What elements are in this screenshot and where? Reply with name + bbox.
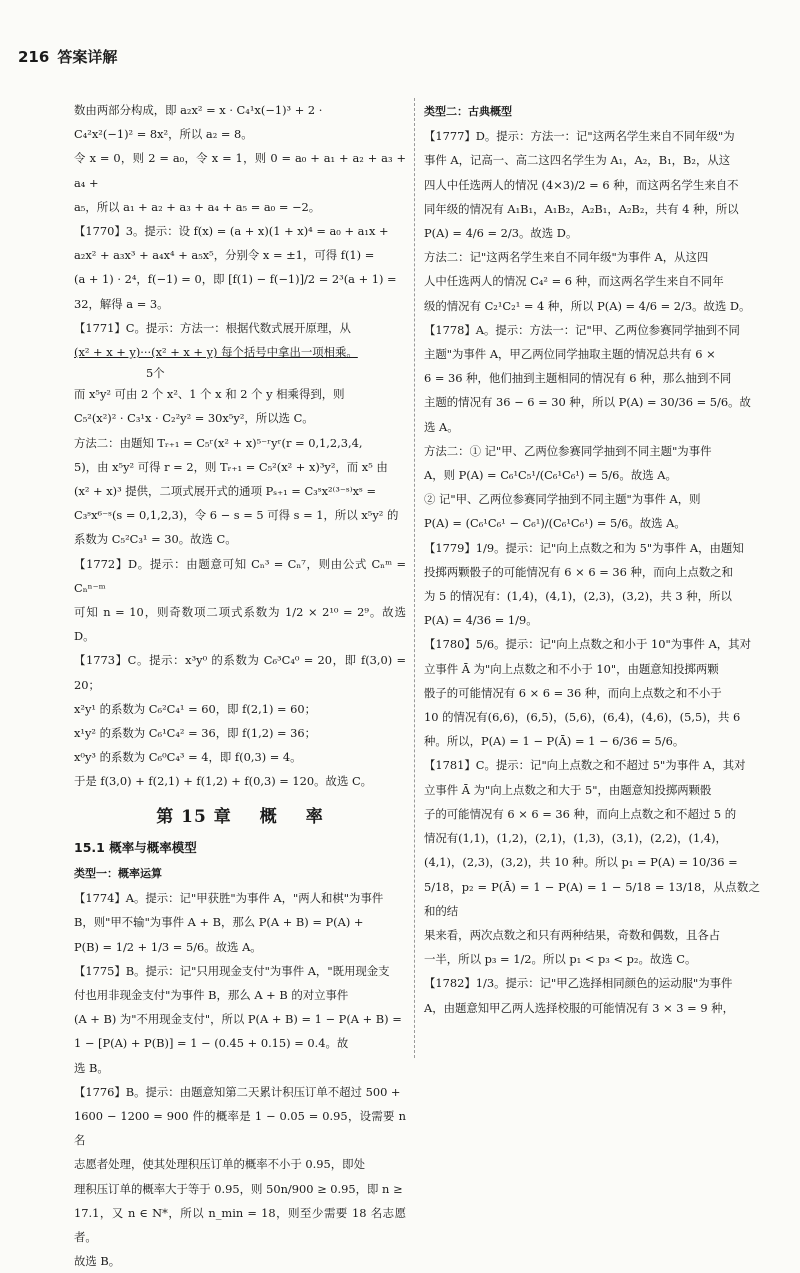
text-line: 立事件 Ā 为"向上点数之和大于 5"，由题意知投掷两颗骰 xyxy=(424,782,712,797)
text-line: 级的情况有 C₂¹C₂¹ = 4 种，所以 P(A) = 4/6 = 2/3。故选 D。 xyxy=(424,298,751,313)
text-line: 主题"为事件 A，甲乙两位同学抽取主题的情况总共有 6 × xyxy=(424,347,716,362)
text-line: 【1781】C。提示：记"向上点数之和不超过 5"为事件 A，其对 xyxy=(424,758,746,773)
text-line: 子的可能情况有 6 × 6 = 36 种，而向上点数之和不超过 5 的 xyxy=(424,806,737,821)
chapter-heading xyxy=(74,802,406,832)
text-line: P(A) = 4/36 = 1/9。 xyxy=(424,613,538,628)
text-line: 主题的情况有 36 − 6 = 30 种，所以 P(A) = 30/36 = 5/6。故 xyxy=(424,395,751,410)
text-line: 可知 n = 10，则奇数项二项式系数为 1/2 × 2¹⁰ = 2⁹。故选 D。 xyxy=(74,605,406,644)
text-line: 系数为 C₅²C₃¹ = 30。故选 C。 xyxy=(74,532,237,547)
text-line: 1 − [P(A) + P(B)] = 1 − (0.45 + 0.15) = 0.4。故 xyxy=(74,1036,349,1051)
text-line: 种。所以，P(A) = 1 − P(Ā) = 1 − 6/36 = 5/6。 xyxy=(424,734,685,749)
text-line: 而 x⁵y² 可由 2 个 x²、1 个 x 和 2 个 y 相乘得到，则 xyxy=(74,387,345,402)
text-line: P(A) = (C₆¹C₆¹ − C₆¹)/(C₆¹C₆¹) = 5/6。故选 A。 xyxy=(424,516,686,531)
text-line: 选 A。 xyxy=(424,419,459,434)
text-line: 同年级的情况有 A₁B₁，A₁B₂，A₂B₁，A₂B₂，共有 4 种，所以 xyxy=(424,201,739,216)
text-line: 6 = 36 种，他们抽到主题相同的情况有 6 种，那么抽到不同 xyxy=(424,371,732,386)
left-column xyxy=(74,98,406,1273)
text-line: 1600 − 1200 = 900 件的概率是 1 − 0.05 = 0.95，设需要 n 名 xyxy=(74,1108,406,1148)
text-line: (a + 1) · 2⁴，f(−1) = 0，即 [f(1) − f(−1)]/2 = 2³(a + 1) = xyxy=(74,272,397,287)
text-line: 事件 A，记高一、高二这四名学生为 A₁，A₂，B₁，B₂，从这 xyxy=(424,153,731,168)
text-line: 【1775】B。提示：记"只用现金支付"为事件 A，"既用现金支 xyxy=(74,963,390,978)
text-line: 令 x = 0，则 2 = a₀，令 x = 1，则 0 = a₀ + a₁ + a₂ + a₃ + a₄ + xyxy=(74,151,406,190)
text-line: a₅，所以 a₁ + a₂ + a₃ + a₄ + a₅ = a₀ = −2。 xyxy=(74,199,321,214)
text-line: 方法二：记"这两名学生来自不同年级"为事件 A，从这四 xyxy=(424,250,709,265)
text-line: 理积压订单的概率大于等于 0.95，则 50n/900 ≥ 0.95，即 n ≥ xyxy=(74,1181,403,1196)
text-line: 【1771】C。提示：方法一：根据代数式展开原理，从 xyxy=(74,320,351,335)
text-line: 17.1，又 n ∈ N*，所以 n_min = 18，则至少需要 18 名志愿者。 xyxy=(74,1205,406,1244)
text-line: 投掷两颗骰子的可能情况有 6 × 6 = 36 种，而向上点数之和 xyxy=(424,564,734,579)
answer-1777 xyxy=(424,124,760,318)
text-line: x²y¹ 的系数为 C₆²C₄¹ = 60，即 f(2,1) = 60； xyxy=(74,701,317,716)
text-line: 【1778】A。提示：方法一：记"甲、乙两位参赛同学抽到不同 xyxy=(424,322,740,337)
answer-1771 xyxy=(74,316,406,552)
answer-1772 xyxy=(74,552,406,649)
text-line: 10 的情况有(6,6)，(6,5)，(5,6)，(6,4)，(4,6)，(5,5)，共 6 xyxy=(424,710,741,725)
text-line: C₃ˢx⁶⁻ˢ(s = 0,1,2,3)，令 6 − s = 5 可得 s = 1，所以 x⁵y² 的 xyxy=(74,508,399,523)
text-line: 立事件 Ā 为"向上点数之和不小于 10"，由题意知投掷两颗 xyxy=(424,661,719,676)
chapter-title-char: 率 xyxy=(305,806,324,827)
section-heading: 15.1 概率与概率模型 xyxy=(74,839,197,855)
text-line: 志愿者处理，使其处理积压订单的概率不小于 0.95，即处 xyxy=(74,1157,365,1172)
text-line: 32，解得 a = 3。 xyxy=(74,296,169,311)
continued-solution xyxy=(74,98,406,219)
answer-1780 xyxy=(424,632,760,753)
type-heading: 类型二：古典概型 xyxy=(424,105,512,118)
text-line: a₂x² + a₃x³ + a₄x⁴ + a₅x⁵，分别令 x = ±1，可得 f(1) = xyxy=(74,248,375,263)
right-column xyxy=(424,98,760,1020)
answer-1775 xyxy=(74,959,406,1080)
text-line: 【1772】D。提示：由题意可知 Cₙ³ = Cₙ⁷，则由公式 Cₙᵐ = Cₙⁿ⁻ᵐ xyxy=(74,556,406,595)
answer-1774 xyxy=(74,886,406,959)
text-line: P(A) = 4/6 = 2/3。故选 D。 xyxy=(424,226,578,241)
text-line: 5个 xyxy=(146,366,165,381)
text-line: 人中任选两人的情况 C₄² = 6 种，而这两名学生来自不同年 xyxy=(424,274,724,289)
answer-1770 xyxy=(74,219,406,316)
text-line: 付也用非现金支付"为事件 B，那么 A + B 的对立事件 xyxy=(74,987,349,1002)
chapter-title-char: 概 xyxy=(259,806,278,827)
text-line: 情况有(1,1)，(1,2)，(2,1)，(1,3)，(3,1)，(2,2)，(1,4)， xyxy=(424,831,727,846)
text-line: C₄²x²(−1)² = 8x²，所以 a₂ = 8。 xyxy=(74,127,253,142)
answer-1782 xyxy=(424,971,760,1019)
text-line: A，由题意知甲乙两人选择校服的可能情况有 3 × 3 = 9 种， xyxy=(424,1000,734,1015)
text-line: 5/18，p₂ = P(Ā) = 1 − P(A) = 1 − 5/18 = 13/18，从点数之和的结 xyxy=(424,879,760,918)
text-line: (x² + x)³ 提供，二项式展开式的通项 Pₛ₊₁ = C₃ˢx²⁽³⁻ˢ⁾xˢ = xyxy=(74,484,376,499)
answer-1779 xyxy=(424,536,760,633)
text-line: 四人中任选两人的情况 (4×3)/2 = 6 种，而这两名学生来自不 xyxy=(424,177,739,192)
text-line: 故选 B。 xyxy=(74,1254,121,1269)
text-line: x⁰y³ 的系数为 C₆⁰C₄³ = 4，即 f(0,3) = 4。 xyxy=(74,750,302,765)
text-line: 【1780】5/6。提示：记"向上点数之和小于 10"为事件 A，其对 xyxy=(424,637,751,652)
text-line: 【1782】1/3。提示：记"甲乙选择相同颜色的运动服"为事件 xyxy=(424,976,733,991)
text-line: 【1776】B。提示：由题意知第二天累计积压订单不超过 500 + xyxy=(74,1084,401,1099)
text-line: 5)，由 x⁵y² 可得 r = 2，则 Tᵣ₊₁ = C₅²(x² + x)³y²，而 x⁵ 由 xyxy=(74,459,388,474)
page-number: 216 xyxy=(18,48,50,66)
page-header xyxy=(18,46,117,67)
text-line: 【1779】1/9。提示：记"向上点数之和为 5"为事件 A，由题知 xyxy=(424,540,744,555)
answer-1781 xyxy=(424,753,760,971)
text-line: 选 B。 xyxy=(74,1060,109,1075)
answer-1776 xyxy=(74,1080,406,1273)
text-line: 数由两部分构成，即 a₂x² = x · C₄¹x(−1)³ + 2 · xyxy=(74,103,323,117)
text-line: 为 5 的情况有：(1,4)，(4,1)，(2,3)，(3,2)，共 3 种，所以 xyxy=(424,589,732,604)
text-line: P(B) = 1/2 + 1/3 = 5/6。故选 A。 xyxy=(74,939,262,954)
text-line: 果来看，两次点数之和只有两种结果，奇数和偶数，且各占 xyxy=(424,927,721,942)
text-line: 【1770】3。提示：设 f(x) = (a + x)(1 + x)⁴ = a₀ + a₁x + xyxy=(74,224,389,239)
text-line: ② 记"甲、乙两位参赛同学抽到不同主题"为事件 A，则 xyxy=(424,492,701,507)
text-line: (x² + x + y)···(x² + x + y) 每个括号中拿出一项相乘。 xyxy=(74,345,358,360)
text-line: 【1773】C。提示：x³y⁰ 的系数为 C₆³C₄⁰ = 20，即 f(3,0) = 20； xyxy=(74,653,406,692)
text-line: (A + B) 为"不用现金支付"，所以 P(A + B) = 1 − P(A + B) = xyxy=(74,1012,402,1027)
type-heading: 类型一：概率运算 xyxy=(74,866,162,880)
text-line: 一半，所以 p₃ = 1/2。所以 p₁ < p₃ < p₂。故选 C。 xyxy=(424,952,697,967)
text-line: 骰子的可能情况有 6 × 6 = 36 种，而向上点数之和不小于 xyxy=(424,685,722,700)
text-line: 【1774】A。提示：记"甲获胜"为事件 A，"两人和棋"为事件 xyxy=(74,891,384,906)
text-line: 于是 f(3,0) + f(2,1) + f(1,2) + f(0,3) = 120。故选 C。 xyxy=(74,774,373,789)
running-title: 答案详解 xyxy=(57,48,118,66)
text-line: 方法二：由题知 Tᵣ₊₁ = C₅ʳ(x² + x)⁵⁻ʳyʳ(r = 0,1,2,3,4, xyxy=(74,435,363,450)
text-line: 【1777】D。提示：方法一：记"这两名学生来自不同年级"为 xyxy=(424,129,735,144)
answer-1773 xyxy=(74,648,406,793)
text-line: (4,1)，(2,3)，(3,2)，共 10 种。所以 p₁ = P(A) = 10/36 = xyxy=(424,855,738,870)
answer-1778 xyxy=(424,318,760,536)
column-divider xyxy=(414,98,416,1058)
text-line: x¹y² 的系数为 C₆¹C₄² = 36，即 f(1,2) = 36； xyxy=(74,726,317,741)
text-line: C₅²(x²)² · C₃¹x · C₂²y² = 30x⁵y²，所以选 C。 xyxy=(74,411,314,426)
text-line: B，则"甲不输"为事件 A + B，那么 P(A + B) = P(A) + xyxy=(74,915,364,930)
chapter-number: 第 15 章 xyxy=(156,806,232,827)
text-line: 方法二：① 记"甲、乙两位参赛同学抽到不同主题"为事件 xyxy=(424,443,712,458)
text-line: A，则 P(A) = C₆¹C₅¹/(C₆¹C₆¹) = 5/6。故选 A。 xyxy=(424,468,677,483)
